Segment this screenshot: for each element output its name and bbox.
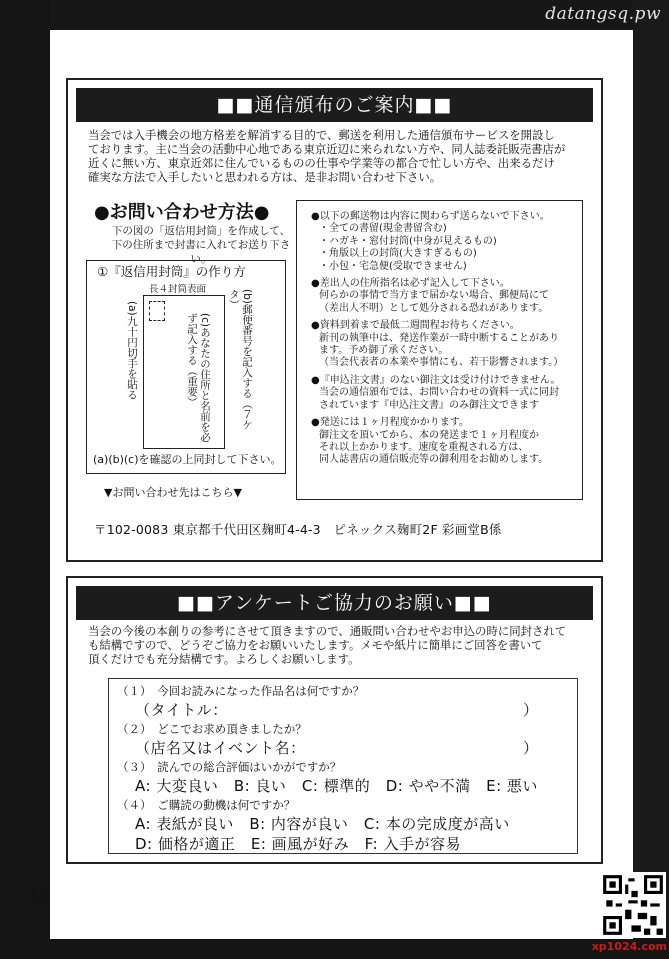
intro-line: 当会では入手機会の地方格差を解消する目的で、郵送を利用した通信頒布サービスを開設し [88,128,555,142]
answer-4-options-a: A: 表紙が良い B: 内容が良い C: 本の完成度が高い [135,815,510,833]
mail-order-intro [88,128,581,184]
contact-address: 〒102-0083 東京都千代田区麹町4-4-3 ピネックス麹町2F 彩画堂B係 [94,522,502,537]
scan-border-bottom [0,939,669,959]
inquiry-method-heading: ●お問い合わせ方法● [94,202,270,223]
envelope-face [143,295,225,449]
answer-3-options: A: 大変良い B: 良い C: 標準的 D: やや不満 E: 悪い [135,777,538,795]
envelope-note-b: (b)郵便番号を記入する（７ケタ） [228,289,253,430]
answer-4-options-b: D: 価格が適正 E: 画風が好み F: 入手が容易 [135,835,461,853]
survey-title: ■■アンケートご協力のお願い■■ [76,586,593,620]
intro-line: 確実な方法で入手したいと思われる方は、是非お問い合わせ下さい。 [88,170,442,184]
note-shipping-time: ●発送には１ヶ月程度かかります。 御注文を頂いてから、本の発送まで１ヶ月程度か それ以上かかります。速度を重視される方は、 同人誌書店の通信販売等の御利用をお勧めします。 [311,417,549,466]
note-prohibited-items: ●以下の郵送物は内容に関わらず送らないで下さい。 ・全ての書留(現金書留含む) ・ハガキ・窓付封筒(中身が見えるもの) ・角版以上の封筒(大きすぎるもの) ・小包・宅急便(受取できません) [311,211,550,272]
survey-questions [108,678,578,854]
scan-border-left [0,0,50,959]
intro-line: ております。主に当会の活動中心地である東京近辺に来られない方や、同人誌委託販売書店が [88,142,566,156]
envelope-heading: ①『返信用封筒』の作り方 [97,264,246,279]
survey-intro-line: 頂くだけでも充分結構です。よろしくお願いします。 [88,652,360,666]
envelope-note-a: (a)九十円切手を貼る [126,301,138,400]
question-2: （２） どこでお求め頂きましたか？ [117,722,307,736]
qr-site-label: xp1024.com [591,940,667,953]
survey-intro [88,624,581,666]
inquiry-desc-line: 下の図の「返信用封筒」を作成して、 [111,225,291,237]
qr-code-icon [600,872,666,938]
answer-2-store: （店名又はイベント名： [135,739,306,757]
note-order-form: ●『申込注文書』のない御注文は受け付けできません。 当会の通信頒布では、お問い合わせの資料一式に同封 されています『申込注文書』のみ御注文できます [311,374,561,411]
survey-intro-line: 当会の今後の本創りの参考にさせて頂きますので、通販問い合わせやお申込の時に同封されて [88,624,567,638]
question-4: （４） ご購読の動機は何ですか？ [117,798,296,812]
mail-order-section [66,78,603,562]
contact-prompt: ▼お問い合わせ先はこちら▼ [104,486,242,499]
notes-list [311,211,578,472]
envelope-footer: (a)(b)(c)を確認の上同封して下さい。 [93,453,282,466]
envelope-size-label: 長４封筒表面 [149,284,207,295]
notes-box [296,200,583,500]
answer-1-close: ） [523,701,539,719]
note-sender-address: ●差出人の住所指名は必ず記入して下さい。 何らかの事情で当方まで届かない場合、郵便局にて （差出人不明）として処分される恐れがあります。 [311,278,549,314]
inquiry-desc-line: 下の住所まで封書に入れてお送り下さい。 [111,239,291,265]
intro-line: 近くに無い方、東京近郊に住んでいるものの仕事や学業等の都合で忙しい方や、出来るだけ [88,156,555,170]
watermark: datangsq.pw [545,4,661,24]
question-1: （１） 今回お読みになった作品名は何ですか？ [117,684,365,698]
survey-intro-line: も結構ですので、どうぞご協力をお願いいたします。メモや紙片に簡単にご回答を書いて [88,638,543,652]
page-number: 52 [30,890,46,904]
scan-border-right [633,0,669,959]
stamp-placeholder [149,301,165,321]
answer-1-title: （タイトル： [135,701,228,719]
envelope-diagram [86,260,286,474]
mail-order-title: ■■通信頒布のご案内■■ [76,88,593,122]
survey-section [66,576,603,864]
envelope-note-c: (c)あなたの住所と名前を必ず記入する（重要） [186,313,211,443]
answer-2-close: ） [523,739,539,757]
note-delivery-time: ●資料到着まで最低二週間程お待ちください。 新刊の執筆中は、発送作業が一時中断することがあり ます。予め御了承ください。 （当会代表者の本業や事情にも、若干影響されます。） [311,320,564,369]
question-3: （３） 読んでの総合評価はいかがですか？ [117,760,342,774]
